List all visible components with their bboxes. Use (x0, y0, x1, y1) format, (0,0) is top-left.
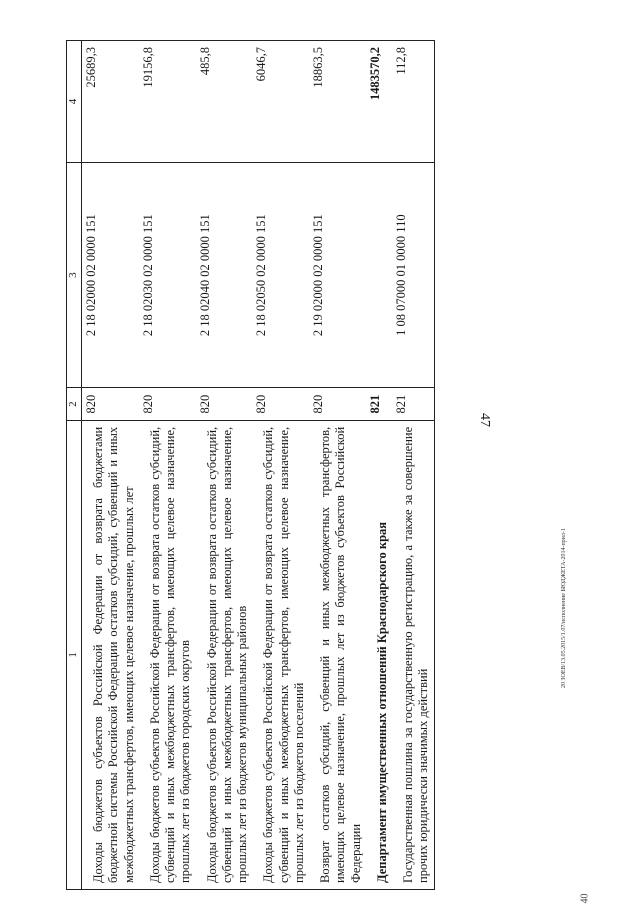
table-row (82, 41, 139, 890)
row-org: 820 (82, 388, 139, 420)
row-value: 19156,8 (139, 41, 196, 163)
header-col-2: 2 (67, 388, 82, 420)
row-org: 820 (309, 388, 366, 420)
row-value: 1483570,2 (366, 41, 392, 163)
row-name: Доходы бюджетов субъектов Российской Федерации от возврата остатков субсидий, субвенций и иных межбюджетных трансфертов, имеющих целевое назначение, прошлых лет из бюджетов поселений (252, 420, 309, 889)
row-code (366, 162, 392, 387)
table-row (392, 41, 434, 890)
row-value: 485,8 (196, 41, 253, 163)
row-value: 112,8 (392, 41, 434, 163)
table-row-department (366, 41, 392, 890)
row-value: 18863,5 (309, 41, 366, 163)
row-code: 2 18 02040 02 0000 151 (196, 162, 253, 387)
row-value: 25689,3 (82, 41, 139, 163)
row-code: 2 18 02030 02 0000 151 (139, 162, 196, 387)
row-name: Доходы бюджетов субъектов Российской Федерации от возврата остатков субсидий, субвенций и иных межбюджетных трансфертов, имеющих целевое назначение, прошлых лет из бюджетов муниципальных районов (196, 420, 253, 889)
header-col-3: 3 (67, 162, 82, 387)
row-code: 2 19 02000 02 0000 151 (309, 162, 366, 387)
page-number: 47 (477, 413, 492, 427)
header-col-4: 4 (67, 41, 82, 163)
row-value: 6046,7 (252, 41, 309, 163)
table-row (196, 41, 253, 890)
row-code: 2 18 02050 02 0000 151 (252, 162, 309, 387)
rotated-table-container (66, 40, 596, 890)
row-name: Департамент имущественных отношений Краснодарского края (366, 420, 392, 889)
row-code: 2 18 02000 02 0000 151 (82, 162, 139, 387)
row-org: 821 (366, 388, 392, 420)
budget-table (66, 40, 435, 890)
row-org: 820 (196, 388, 253, 420)
row-name: Доходы бюджетов субъектов Российской Федерации от возврата бюджетами бюджетной системы Российской Федерации остатков субсидий, субвенций и иных межбюджетных трансфертов, имеющих целевое назначение, прошлых лет (82, 420, 139, 889)
table-row (252, 41, 309, 890)
row-name: Доходы бюджетов субъектов Российской Федерации от возврата остатков субсидий, субвенций и иных межбюджетных трансфертов, имеющих целевое назначение, прошлых лет из бюджетов городских округов (139, 420, 196, 889)
row-code: 1 08 07000 01 0000 110 (392, 162, 434, 387)
row-name: Государственная пошлина за государственную регистрацию, а также за совершение прочих юридически значимых действий (392, 420, 434, 889)
table-row (139, 41, 196, 890)
header-col-1: 1 (67, 420, 82, 889)
corner-mark: 40 (579, 893, 591, 904)
row-name: Возврат остатков субсидий, субвенций и иных межбюджетных трансфертов, имеющих целевое назначение, прошлых лет из бюджетов субъектов Российской Федерации (309, 420, 366, 889)
table-row (309, 41, 366, 890)
row-org: 820 (252, 388, 309, 420)
footer-code: 20 ЗОЕВ/13.05.2015/1.07/исполнение БЮДЖЕТА-2014-прил-1 (561, 528, 567, 688)
row-org: 821 (392, 388, 434, 420)
row-org: 820 (139, 388, 196, 420)
table-header-row (67, 41, 82, 890)
